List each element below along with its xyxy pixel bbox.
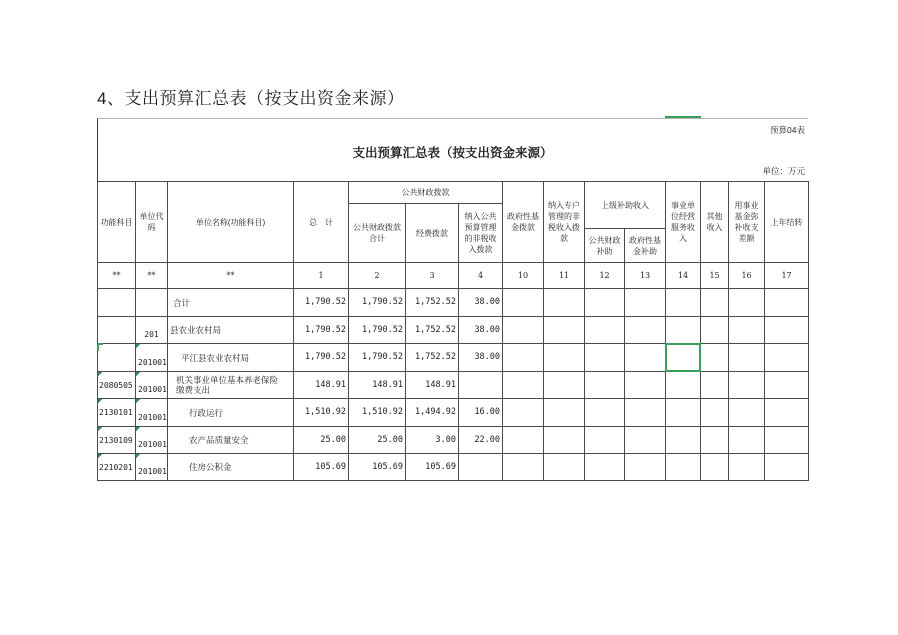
superior-gov-fund-cell <box>625 289 666 317</box>
public-total-cell: 1,790.52 <box>349 344 406 372</box>
gov-fund-cell <box>503 317 544 344</box>
carryover-cell <box>765 454 809 481</box>
gov-fund-cell <box>503 427 544 454</box>
other-income-cell <box>701 372 729 399</box>
special-nontax-cell <box>544 454 585 481</box>
column-number-cell: ** <box>98 263 136 289</box>
selected-column-indicator <box>665 116 701 118</box>
column-number-cell: ** <box>168 263 294 289</box>
other-income-cell <box>701 317 729 344</box>
column-number-cell: ** <box>136 263 168 289</box>
carryover-cell <box>765 372 809 399</box>
superior-gov-fund-cell <box>625 372 666 399</box>
table-header <box>98 182 809 263</box>
unit-code-cell <box>136 289 168 317</box>
budget-nontax-cell: 38.00 <box>459 289 503 317</box>
total-cell: 25.00 <box>294 427 349 454</box>
unit-code-cell: 201001 <box>136 372 168 399</box>
career-fund-cell <box>729 454 765 481</box>
unit-name-cell: 住房公积金 <box>168 454 294 481</box>
column-number-cell: 11 <box>544 263 585 289</box>
gov-fund-cell <box>503 289 544 317</box>
special-nontax-cell <box>544 372 585 399</box>
header-superior-group: 上级补助收入 <box>585 182 666 229</box>
superior-gov-fund-cell <box>625 344 666 372</box>
column-number-cell: 3 <box>406 263 459 289</box>
column-number-cell: 1 <box>294 263 349 289</box>
total-cell: 1,790.52 <box>294 344 349 372</box>
table-row <box>98 289 809 317</box>
unit-code-cell: 201001 <box>136 454 168 481</box>
table-row <box>98 344 809 372</box>
unit-name-cell: 合计 <box>168 289 294 317</box>
column-number-cell: 17 <box>765 263 809 289</box>
total-cell: 1,790.52 <box>294 289 349 317</box>
form-number: 预算04表 <box>770 125 805 135</box>
header-superior-gov-fund: 政府性基金补助 <box>625 229 666 263</box>
business-income-cell <box>666 317 701 344</box>
career-fund-cell <box>729 372 765 399</box>
superior-gov-fund-cell <box>625 427 666 454</box>
superior-gov-fund-cell <box>625 454 666 481</box>
career-fund-cell <box>729 427 765 454</box>
header-unit-name: 单位名称(功能科目) <box>168 182 294 263</box>
header-career-fund: 用事业基金弥补收支差额 <box>729 182 765 263</box>
header-public-group: 公共财政拨款 <box>349 182 503 204</box>
career-fund-cell <box>729 399 765 427</box>
page-heading: 4、支出预算汇总表（按支出资金来源） <box>97 89 405 108</box>
budget-nontax-cell: 22.00 <box>459 427 503 454</box>
unit-code-cell: 201001 <box>136 427 168 454</box>
carryover-cell <box>765 427 809 454</box>
public-total-cell: 1,790.52 <box>349 289 406 317</box>
special-nontax-cell <box>544 427 585 454</box>
funding-cell: 3.00 <box>406 427 459 454</box>
carryover-cell <box>765 399 809 427</box>
table-row <box>98 317 809 344</box>
gov-fund-cell <box>503 399 544 427</box>
header-public-total: 公共财政拨款合计 <box>349 204 406 263</box>
carryover-cell <box>765 344 809 372</box>
carryover-cell <box>765 317 809 344</box>
public-total-cell: 105.69 <box>349 454 406 481</box>
career-fund-cell <box>729 344 765 372</box>
row-selection-mark <box>97 343 103 351</box>
superior-public-cell <box>585 399 625 427</box>
superior-public-cell <box>585 289 625 317</box>
special-nontax-cell <box>544 317 585 344</box>
career-fund-cell <box>729 289 765 317</box>
header-gov-fund: 政府性基金拨款 <box>503 182 544 263</box>
superior-public-cell <box>585 372 625 399</box>
column-number-cell: 2 <box>349 263 406 289</box>
superior-public-cell <box>585 427 625 454</box>
business-income-cell <box>666 399 701 427</box>
header-other-income: 其他收入 <box>701 182 729 263</box>
unit-code-cell: 201001 <box>136 344 168 372</box>
public-total-cell: 1,510.92 <box>349 399 406 427</box>
superior-gov-fund-cell <box>625 317 666 344</box>
table-body <box>98 289 809 481</box>
unit-code-cell: 201 <box>136 317 168 344</box>
header-func-code: 功能科目 <box>98 182 136 263</box>
budget-nontax-cell: 16.00 <box>459 399 503 427</box>
column-number-cell: 15 <box>701 263 729 289</box>
func-code-cell <box>98 317 136 344</box>
table-row <box>98 372 809 399</box>
funding-cell: 1,752.52 <box>406 317 459 344</box>
budget-nontax-cell <box>459 372 503 399</box>
business-income-cell <box>666 344 701 372</box>
header-carryover: 上年结转 <box>765 182 809 263</box>
unit-name-cell: 平江县农业农村局 <box>168 344 294 372</box>
gov-fund-cell <box>503 372 544 399</box>
header-unit-code: 单位代码 <box>136 182 168 263</box>
unit-name-cell: 县农业农村局 <box>168 317 294 344</box>
column-number-cell: 14 <box>666 263 701 289</box>
public-total-cell: 148.91 <box>349 372 406 399</box>
special-nontax-cell <box>544 289 585 317</box>
superior-gov-fund-cell <box>625 399 666 427</box>
superior-public-cell <box>585 454 625 481</box>
column-number-row-group <box>98 263 809 289</box>
total-cell: 1,790.52 <box>294 317 349 344</box>
unit-name-cell: 农产品质量安全 <box>168 427 294 454</box>
budget-nontax-cell <box>459 454 503 481</box>
column-number-row <box>98 263 809 289</box>
other-income-cell <box>701 454 729 481</box>
other-income-cell <box>701 427 729 454</box>
superior-public-cell <box>585 317 625 344</box>
funding-cell: 1,752.52 <box>406 344 459 372</box>
other-income-cell <box>701 289 729 317</box>
carryover-cell <box>765 289 809 317</box>
total-cell: 1,510.92 <box>294 399 349 427</box>
gov-fund-cell <box>503 454 544 481</box>
business-income-cell <box>666 454 701 481</box>
header-superior-public: 公共财政补助 <box>585 229 625 263</box>
header-business-income: 事业单位经营服务收入 <box>666 182 701 263</box>
public-total-cell: 25.00 <box>349 427 406 454</box>
budget-nontax-cell: 38.00 <box>459 344 503 372</box>
header-funding: 经费拨款 <box>406 204 459 263</box>
func-code-cell: 2130101 <box>98 399 136 427</box>
special-nontax-cell <box>544 399 585 427</box>
header-total: 总 计 <box>294 182 349 263</box>
business-income-cell <box>666 372 701 399</box>
column-number-cell: 13 <box>625 263 666 289</box>
table-row <box>98 427 809 454</box>
unit-name-cell: 行政运行 <box>168 399 294 427</box>
header-special-nontax: 纳入专户管理的非税收入拨款 <box>544 182 585 263</box>
funding-cell: 1,494.92 <box>406 399 459 427</box>
other-income-cell <box>701 399 729 427</box>
superior-public-cell <box>585 344 625 372</box>
budget-table <box>97 181 809 481</box>
budget-nontax-cell: 38.00 <box>459 317 503 344</box>
other-income-cell <box>701 344 729 372</box>
column-number-cell: 12 <box>585 263 625 289</box>
unit-name-cell: 机关事业单位基本养老保险缴费支出 <box>168 372 294 399</box>
func-code-cell: 2210201 <box>98 454 136 481</box>
column-number-cell: 16 <box>729 263 765 289</box>
table-row <box>98 399 809 427</box>
column-number-cell: 4 <box>459 263 503 289</box>
total-cell: 105.69 <box>294 454 349 481</box>
unit-code-cell: 201001 <box>136 399 168 427</box>
column-number-cell: 10 <box>503 263 544 289</box>
table-row <box>98 454 809 481</box>
func-code-cell <box>98 289 136 317</box>
business-income-cell <box>666 427 701 454</box>
func-code-cell: 2130109 <box>98 427 136 454</box>
business-income-cell <box>666 289 701 317</box>
gov-fund-cell <box>503 344 544 372</box>
total-cell: 148.91 <box>294 372 349 399</box>
func-code-cell: 2080505 <box>98 372 136 399</box>
table-title: 支出预算汇总表（按支出资金来源） <box>352 146 553 160</box>
funding-cell: 148.91 <box>406 372 459 399</box>
career-fund-cell <box>729 317 765 344</box>
public-total-cell: 1,790.52 <box>349 317 406 344</box>
unit-label: 单位：万元 <box>762 166 805 176</box>
header-budget-nontax: 纳入公共预算管理的非税收入拨款 <box>459 204 503 263</box>
funding-cell: 105.69 <box>406 454 459 481</box>
special-nontax-cell <box>544 344 585 372</box>
func-code-cell <box>98 344 136 372</box>
funding-cell: 1,752.52 <box>406 289 459 317</box>
